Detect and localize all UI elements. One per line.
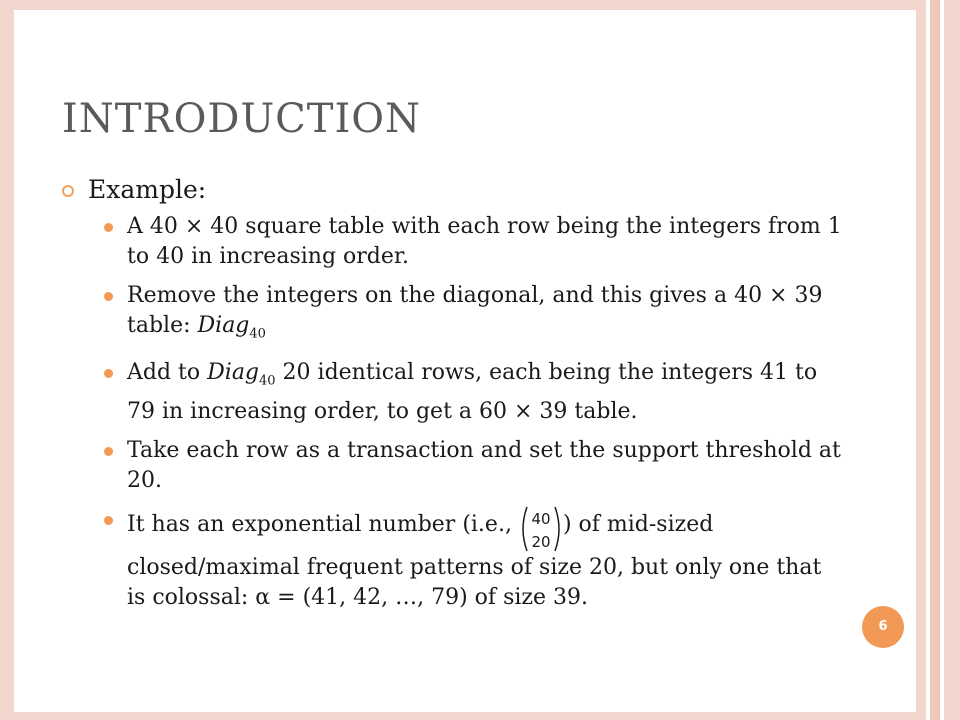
page-number-badge: 6 (862, 606, 904, 648)
diag-symbol: Diag (207, 360, 260, 386)
dot-bullet-icon (104, 223, 113, 232)
slide-content (62, 174, 842, 622)
bullet-text: Take each row as a transaction and set the support threshold at 20. (127, 437, 841, 493)
stripe (944, 0, 960, 720)
bullet-item (62, 505, 842, 613)
bullet-text-rest: 20 identical rows, each being the integers 41 to 79 in increasing order, to get a 60 × 39 table. (127, 360, 818, 424)
bullet-text: It has an exponential number (i.e., (127, 511, 519, 537)
ring-bullet-icon (62, 185, 74, 197)
bullet-item (62, 212, 842, 272)
slide-title: INTRODUCTION (62, 96, 422, 142)
diag-subscript: 40 (259, 373, 276, 389)
bullet-text: Remove the integers on the diagonal, and this gives a 40 × 39 table: (127, 283, 823, 338)
stripe (916, 0, 926, 720)
binomial-parens-icon (519, 505, 563, 553)
frame-top-border (0, 0, 960, 10)
frame-right-stripes (916, 0, 960, 720)
diag-symbol: Diag (197, 313, 250, 338)
frame-bottom-border (0, 712, 960, 720)
dot-bullet-icon (104, 447, 113, 456)
bullet-text: A 40 × 40 square table with each row being the integers from 1 to 40 in increasing order. (127, 214, 842, 269)
dot-bullet-icon (104, 516, 113, 525)
bullet-text: Add to (127, 360, 208, 386)
binom-top: 40 (531, 509, 551, 528)
binomial-coefficient (519, 505, 563, 553)
diag-subscript: 40 (249, 326, 266, 342)
heading-item (62, 174, 842, 206)
dot-bullet-icon (104, 292, 113, 301)
binom-bottom: 20 (531, 532, 551, 551)
dot-bullet-icon (104, 369, 113, 378)
bullet-item (62, 436, 842, 496)
bullet-item (62, 281, 842, 349)
heading-text: Example: (88, 175, 207, 204)
frame-left-border (0, 0, 14, 720)
bullet-text-rest: ) of mid-sized closed/maximal frequent patterns of size 20, but only one that is colossal: α = (41, 42, …, 79) of size 39. (127, 511, 822, 610)
stripe (930, 0, 940, 720)
bullet-item (62, 358, 842, 426)
